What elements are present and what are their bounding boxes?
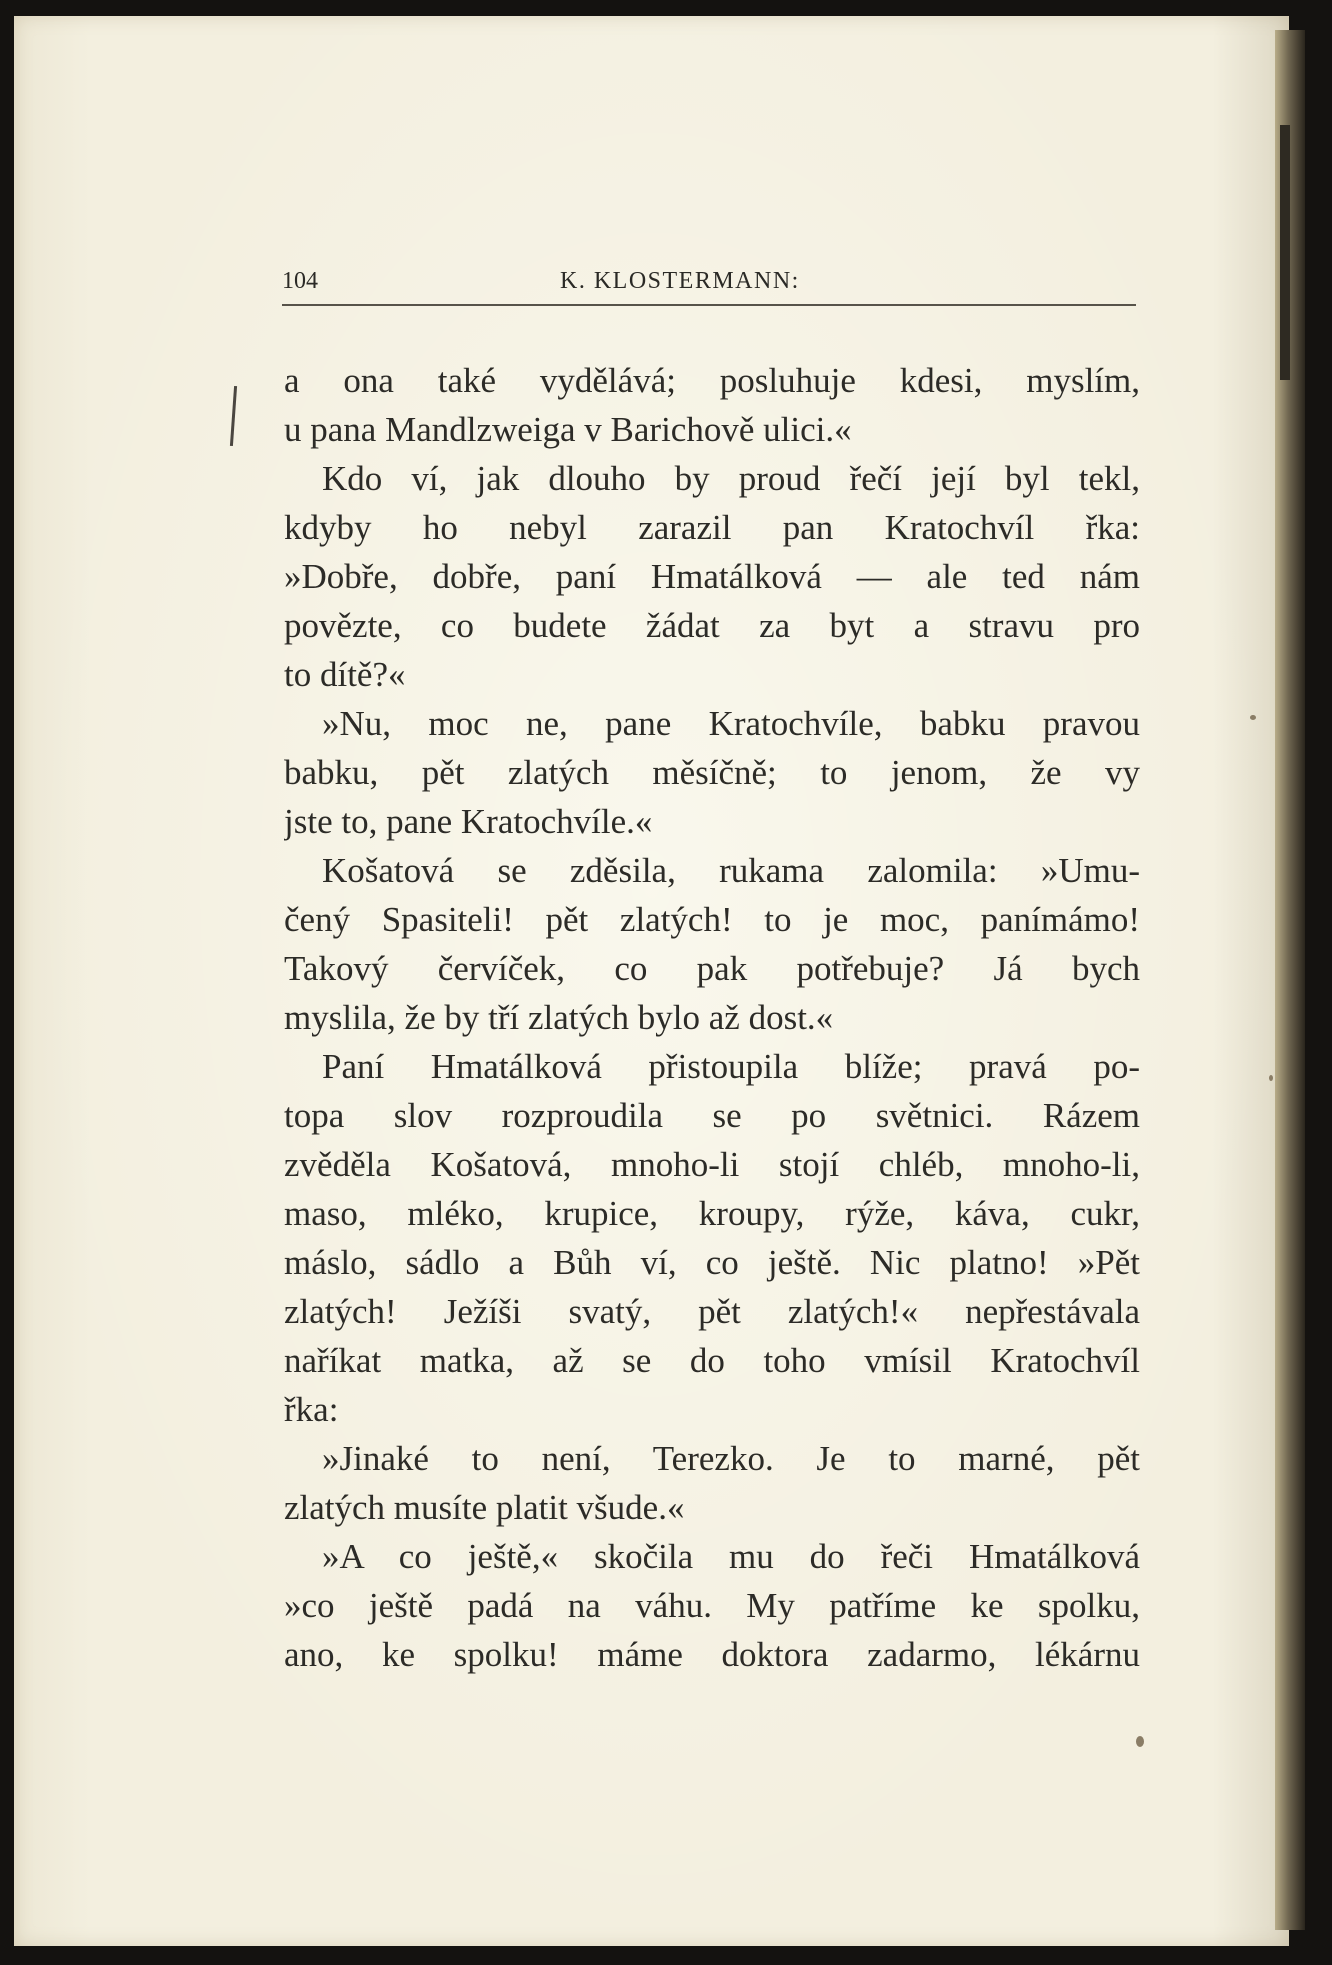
page-header <box>282 268 1136 304</box>
paper-speck <box>1136 1736 1144 1747</box>
text-line: topa slov rozproudila se po světnici. Rázem <box>284 1096 1140 1135</box>
text-line: máslo, sádlo a Bůh ví, co ještě. Nic platno! »Pět <box>284 1243 1140 1282</box>
body-text <box>284 356 1140 1679</box>
text-line: zlatých musíte platit všude.« <box>284 1488 685 1527</box>
text-line: Košatová se zděsila, rukama zalomila: »Umu- <box>322 851 1140 890</box>
page-number: 104 <box>282 268 318 294</box>
text-line: kdyby ho nebyl zarazil pan Kratochvíl řka: <box>284 508 1140 547</box>
spine-shadow <box>1280 125 1290 380</box>
text-line: čený Spasiteli! pět zlatých! to je moc, panímámo! <box>284 900 1140 939</box>
text-line: maso, mléko, krupice, kroupy, rýže, káva, cukr, <box>284 1194 1140 1233</box>
text-line: a ona také vydělává; posluhuje kdesi, myslím, <box>284 361 1140 400</box>
paper-speck <box>1269 1075 1273 1081</box>
text-line: babku, pět zlatých měsíčně; to jenom, že vy <box>284 753 1140 792</box>
paper-speck <box>1250 715 1256 720</box>
running-head: K. KLOSTERMANN: <box>560 268 800 294</box>
text-line: řka: <box>284 1390 339 1429</box>
header-rule <box>282 304 1136 306</box>
text-line: povězte, co budete žádat za byt a stravu pro <box>284 606 1140 645</box>
text-line: »Dobře, dobře, paní Hmatálková — ale ted nám <box>284 557 1140 596</box>
text-line: u pana Mandlzweiga v Barichově ulici.« <box>284 410 852 449</box>
text-line: to dítě?« <box>284 655 406 694</box>
text-line: myslila, že by tří zlatých bylo až dost.« <box>284 998 834 1037</box>
text-line: Takový červíček, co pak potřebuje? Já bych <box>284 949 1140 988</box>
text-line: »Jinaké to není, Terezko. Je to marné, pět <box>322 1439 1140 1478</box>
text-line: »A co ještě,« skočila mu do řeči Hmatálková <box>322 1537 1140 1576</box>
text-line: »co ještě padá na váhu. My patříme ke spolku, <box>284 1586 1140 1625</box>
text-line: jste to, pane Kratochvíle.« <box>284 802 653 841</box>
text-line: »Nu, moc ne, pane Kratochvíle, babku pravou <box>322 704 1140 743</box>
text-line: ano, ke spolku! máme doktora zadarmo, lékárnu <box>284 1635 1140 1674</box>
text-line: zvěděla Košatová, mnoho-li stojí chléb, mnoho-li, <box>284 1145 1140 1184</box>
text-line: Kdo ví, jak dlouho by proud řečí její byl tekl, <box>322 459 1140 498</box>
text-line: naříkat matka, až se do toho vmísil Kratochvíl <box>284 1341 1140 1380</box>
text-line: Paní Hmatálková přistoupila blíže; pravá po- <box>322 1047 1140 1086</box>
text-line: zlatých! Ježíši svatý, pět zlatých!« nepřestávala <box>284 1292 1140 1331</box>
